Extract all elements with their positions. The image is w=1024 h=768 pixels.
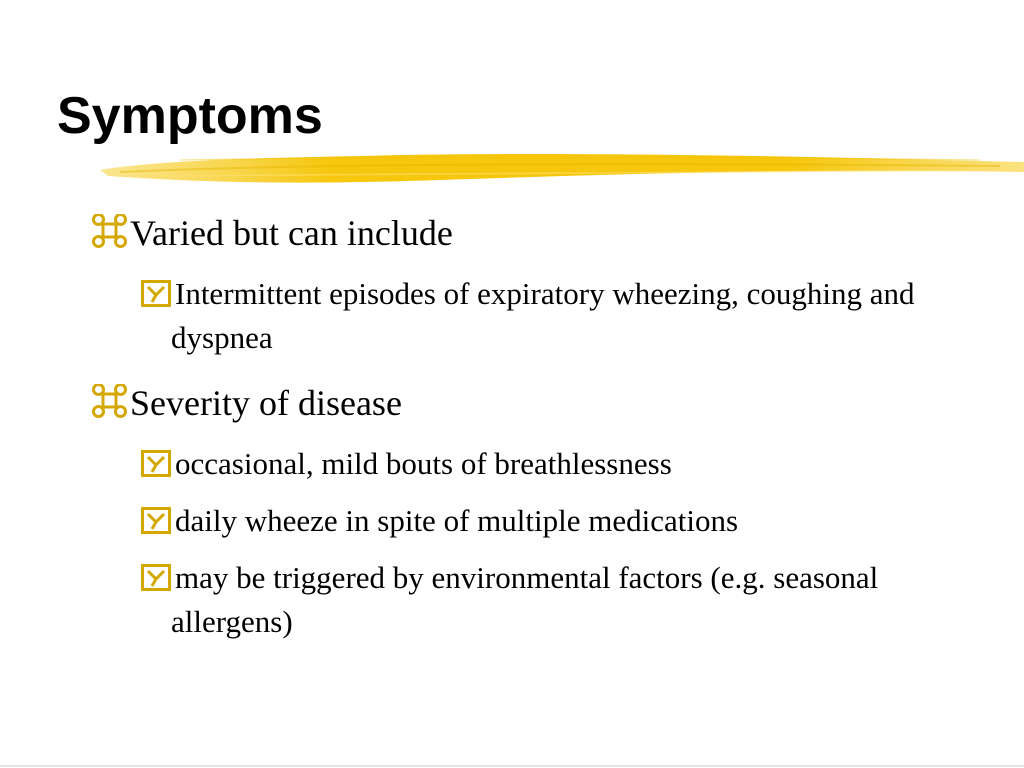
sub-bullet-2-3 [141, 556, 961, 644]
checkbox-y-icon [141, 450, 171, 477]
bullet-item-1 [90, 209, 453, 257]
sub-bullet-text: Intermittent episodes of expiratory wheezing, coughing and dyspnea [171, 276, 915, 355]
sub-bullet-text: daily wheeze in spite of multiple medications [175, 503, 739, 538]
sub-bullet-2-1 [141, 442, 961, 486]
checkbox-y-icon [141, 564, 171, 591]
checkbox-y-icon [141, 507, 171, 534]
slide-title: Symptoms [57, 87, 323, 145]
command-key-icon [90, 384, 130, 418]
sub-bullet-text: occasional, mild bouts of breathlessness [175, 446, 672, 481]
highlighter-stroke [100, 146, 1024, 190]
bullet-text: Varied but can include [130, 213, 453, 253]
footer-divider [0, 765, 1024, 767]
sub-bullet-2-2 [141, 499, 961, 543]
bullet-item-2 [90, 379, 402, 427]
sub-bullet-text: may be triggered by environmental factors (e.g. seasonal allergens) [171, 560, 879, 639]
bullet-text: Severity of disease [130, 383, 402, 423]
checkbox-y-icon [141, 280, 171, 307]
command-key-icon [90, 214, 130, 248]
sub-bullet-1-1 [141, 272, 961, 360]
